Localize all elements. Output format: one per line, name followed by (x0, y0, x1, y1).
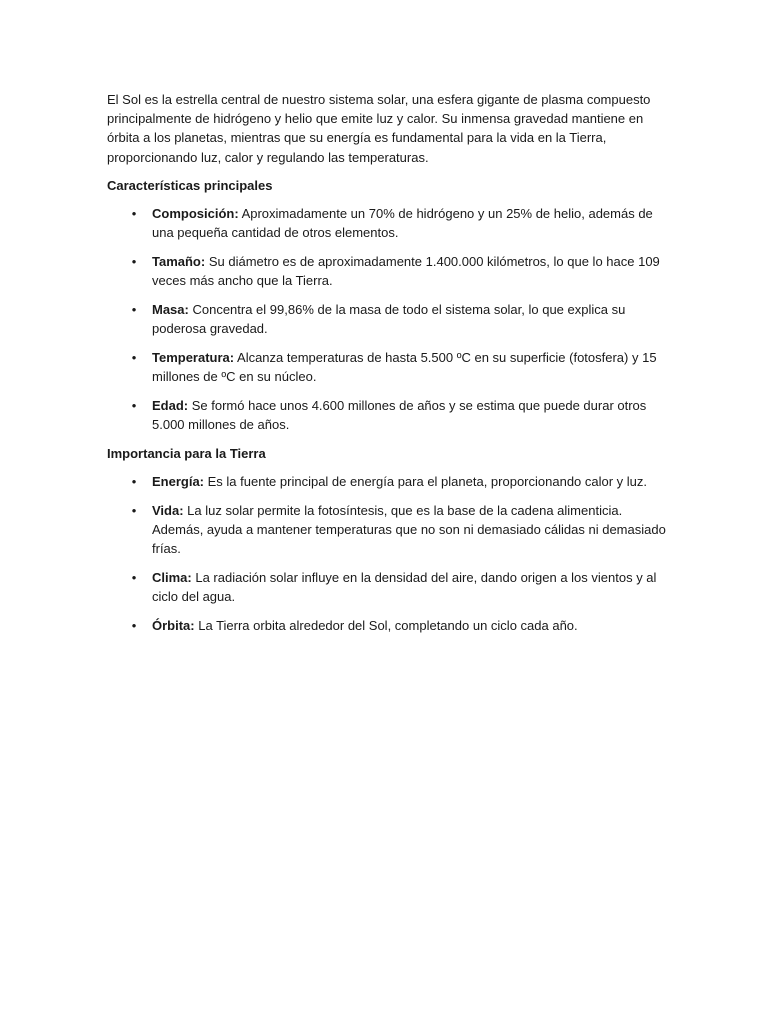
list-item (107, 616, 667, 635)
bullet-icon: • (131, 302, 137, 318)
importancia-list (107, 472, 667, 635)
section-heading-importancia: Importancia para la Tierra (107, 446, 266, 462)
item-term: Edad: (152, 398, 189, 414)
bullet-icon: • (131, 570, 137, 586)
item-text: Concentra el 99,86% de la masa de todo el sistema solar, lo que explica su poderosa gravedad. (152, 302, 626, 337)
list-item (107, 568, 667, 606)
list-item (107, 396, 667, 434)
list-item (107, 300, 667, 338)
item-term: Tamaño: (152, 254, 206, 270)
caracteristicas-list (107, 204, 667, 434)
item-text: Aproximadamente un 70% de hidrógeno y un 25% de helio, además de una pequeña cantidad de otros elementos. (152, 206, 653, 241)
section-heading-caracteristicas: Características principales (107, 177, 273, 193)
bullet-icon: • (131, 254, 137, 270)
item-term: Vida: (152, 503, 184, 519)
list-item (107, 472, 667, 491)
bullet-icon: • (131, 618, 137, 634)
list-item (107, 252, 667, 290)
item-text: Alcanza temperaturas de hasta 5.500 ºC en su superficie (fotosfera) y 15 millones de ºC en su núcleo. (152, 350, 657, 385)
item-text: La Tierra orbita alrededor del Sol, completando un ciclo cada año. (194, 618, 578, 634)
item-text: Su diámetro es de aproximadamente 1.400.000 kilómetros, lo que lo hace 109 veces más ancho que la Tierra. (152, 254, 660, 289)
item-term: Energía: (152, 474, 205, 490)
list-item (107, 204, 667, 242)
item-term: Órbita: (152, 618, 195, 634)
item-text: La luz solar permite la fotosíntesis, que es la base de la cadena alimenticia. Además, ayuda a mantener temperaturas que no son ni demasiado cálidas ni demasiado frías. (152, 503, 666, 557)
bullet-icon: • (131, 398, 137, 414)
bullet-icon: • (131, 503, 137, 519)
document-page (107, 90, 667, 645)
bullet-icon: • (131, 474, 137, 490)
list-item (107, 501, 667, 559)
item-text: La radiación solar influye en la densidad del aire, dando origen a los vientos y al ciclo del agua. (152, 570, 657, 605)
intro-paragraph: El Sol es la estrella central de nuestro sistema solar, una esfera gigante de plasma compuesto principalmente de hidrógeno y helio que emite luz y calor. Su inmensa gravedad mantiene en órbita a los planetas, mientras que su energía es fundamental para la vida en la Tierra, proporcionando luz, calor y regulando las temperaturas. (107, 92, 651, 165)
item-term: Composición: (152, 206, 239, 222)
item-text: Se formó hace unos 4.600 millones de años y se estima que puede durar otros 5.000 millones de años. (152, 398, 647, 433)
list-item (107, 348, 667, 386)
item-term: Clima: (152, 570, 192, 586)
item-term: Masa: (152, 302, 189, 318)
bullet-icon: • (131, 350, 137, 366)
item-text: Es la fuente principal de energía para el planeta, proporcionando calor y luz. (204, 474, 648, 490)
bullet-icon: • (131, 206, 137, 222)
item-term: Temperatura: (152, 350, 235, 366)
